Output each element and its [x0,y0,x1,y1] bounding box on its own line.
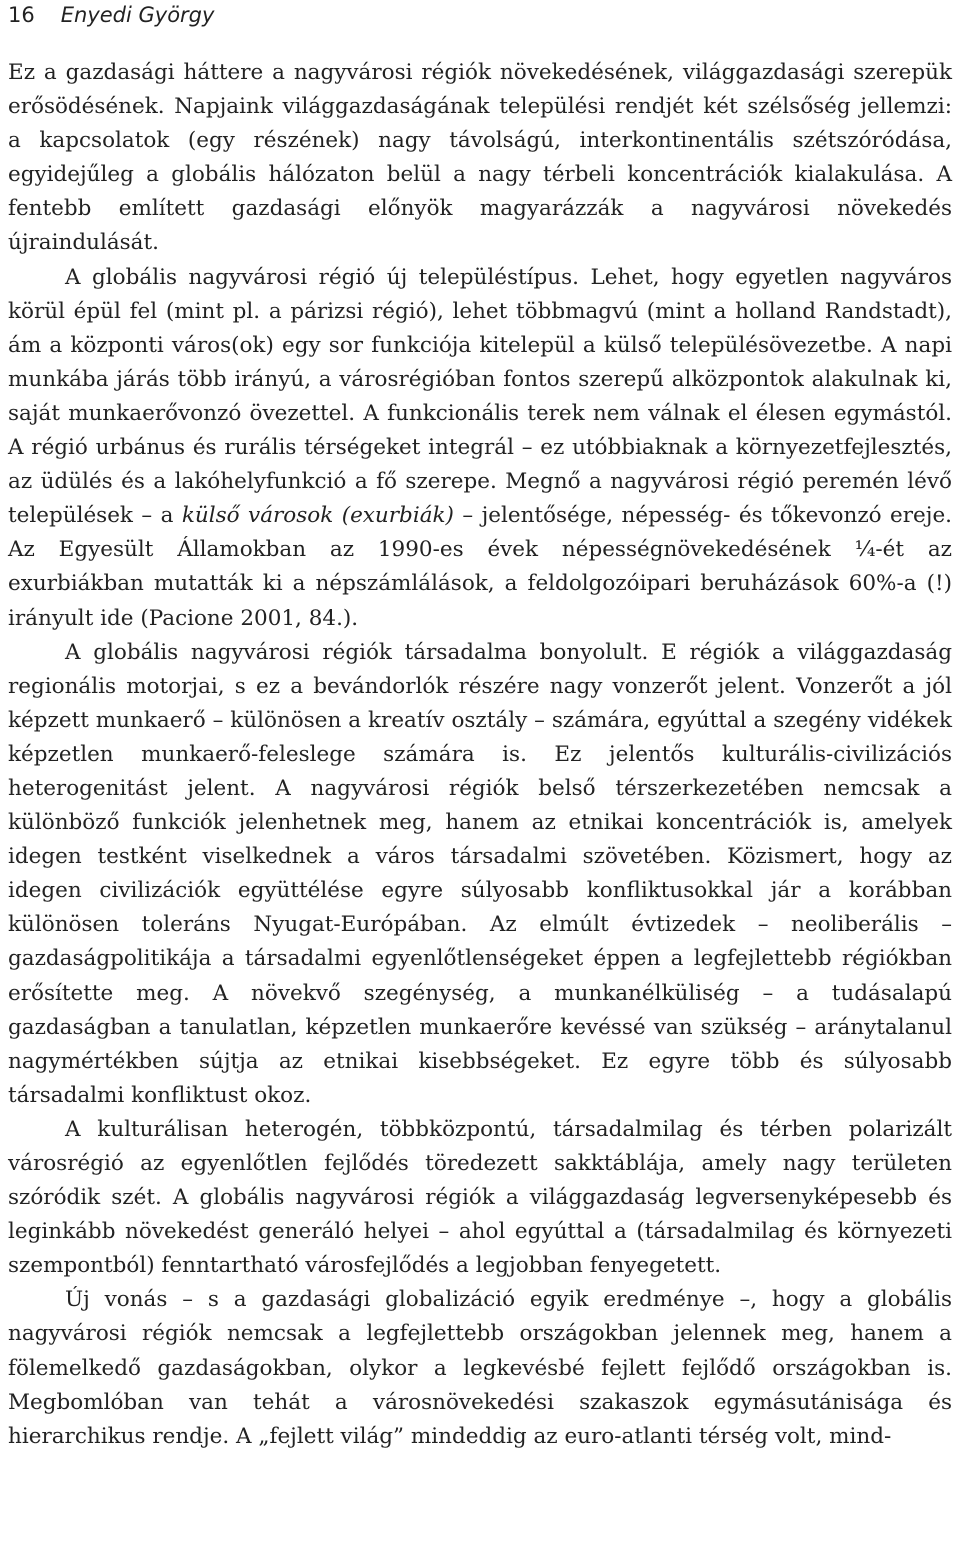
running-header [8,0,214,30]
paragraph-text: A kulturálisan heterogén, többközpontú, társadalmilag és térben polarizált városrégió az egyenlőtlen fejlődés töredezett sakktáblája, amely nagy területen szóródik szét. A globális nagyvárosi régiók a világgazdaság legversenyképesebb és leginkább növekedést generáló helyei – ahol egyúttal a (társadalmilag és környezeti szempontból) fenntartható városfejlődés a legjobban fenyegetett. [8,1116,952,1279]
paragraph-text: – jelentősége, népesség- és tőkevonzó ereje. Az Egyesült Államokban az 1990-es évek népességnövekedésének ¼-ét az exurbiákban mutatták ki a népszámlálások, a feldolgozóipari beruházások 60%-a (!) irányult ide (Pacione 2001, 84.). [8,503,952,631]
page-number: 16 [8,3,35,27]
body-text [8,56,952,1454]
paragraph-1 [8,56,952,261]
paragraph-text: Új vonás – s a gazdasági globalizáció egyik eredménye –, hogy a globális nagyvárosi régiók nemcsak a legfejlettebb országokban jelennek meg, hanem a fölemelkedő gazdaságokban, olykor a legkevésbé fejlett fejlődő országokban is. Megbomlóban van tehát a városnövekedési szakaszok egymásutánisága és hierarchikus rendje. A „fejlett világ” mindeddig az euro-atlanti térség volt, mind- [8,1287,952,1449]
paragraph-4 [8,1113,952,1283]
paragraph-text: A globális nagyvárosi régiók társadalma bonyolult. E régiók a világgazdaság regionális motorjai, s ez a bevándorlók részére nagy vonzerőt jelent. Vonzerőt a jól képzett munkaerő – különösen a kreatív osztály – számára, egyúttal a szegény vidékek képzetlen munkaerő-feleslege számára is. Ez jelentős kulturális-civilizációs heterogenitást jelent. A nagyvárosi régiók belső térszerkezetében nemcsak a különböző funkciók jelenhetnek meg, hanem az etnikai koncentrációk is, amelyek idegen testként viselkednek a város társadalmi szövetében. Közismert, hogy az idegen civilizációk együttélése egyre súlyosabb konfliktusokkal jár a korábban különösen toleráns Nyugat-Európában. Az elmúlt évtizedek – neoliberális – gazdaságpolitikája a társadalmi egyenlőtlenségeket éppen a legfejlettebb régiókban erősítette meg. A növekvő szegénység, a munkanélküliség – a tudásalapú gazdaságban a tanulatlan, képzetlen munkaerőre kevéssé van szükség – aránytalanul nagymértékben sújtja az etnikai kisebbségeket. Ez egyre több és súlyosabb társadalmi konfliktust okoz. [8,639,952,1108]
paragraph-2 [8,261,952,636]
paragraph-text: Ez a gazdasági háttere a nagyvárosi régiók növekedésének, világgazdasági szerepük erősödésének. Napjaink világgazdaságának települési rendjét két szélsőség jellemzi: a kapcsolatok (egy részének) nagy távolságú, interkontinentális szétszóródása, egyidejűleg a globális hálózaton belül a nagy térbeli koncentrációk kialakulása. A fentebb említett gazdasági előnyök magyarázzák a nagyvárosi növekedés újraindulását. [8,60,952,256]
running-header-author: Enyedi György [60,3,215,27]
italic-term: külső városok (exurbiák) [181,503,454,529]
paragraph-3 [8,636,952,1113]
paragraph-5 [8,1283,952,1453]
paragraph-text: A globális nagyvárosi régió új településtípus. Lehet, hogy egyetlen nagyváros körül épül fel (mint pl. a párizsi régió), lehet többmagvú (mint a holland Randstadt), ám a központi város(ok) egy sor funkciója kitelepül a külső településövezetbe. A napi munkába járás több irányú, a városrégióban fontos szerepű alközpontok alakulnak ki, saját munkaerővonzó övezettel. A funkcionális terek nem válnak el élesen egymástól. A régió urbánus és rurális térségeket integrál – ez utóbbiaknak a környezetfejlesztés, az üdülés és a lakóhelyfunkció a fő szerepe. Megnő a nagyvárosi régió peremén lévő települések – a [8,264,952,529]
